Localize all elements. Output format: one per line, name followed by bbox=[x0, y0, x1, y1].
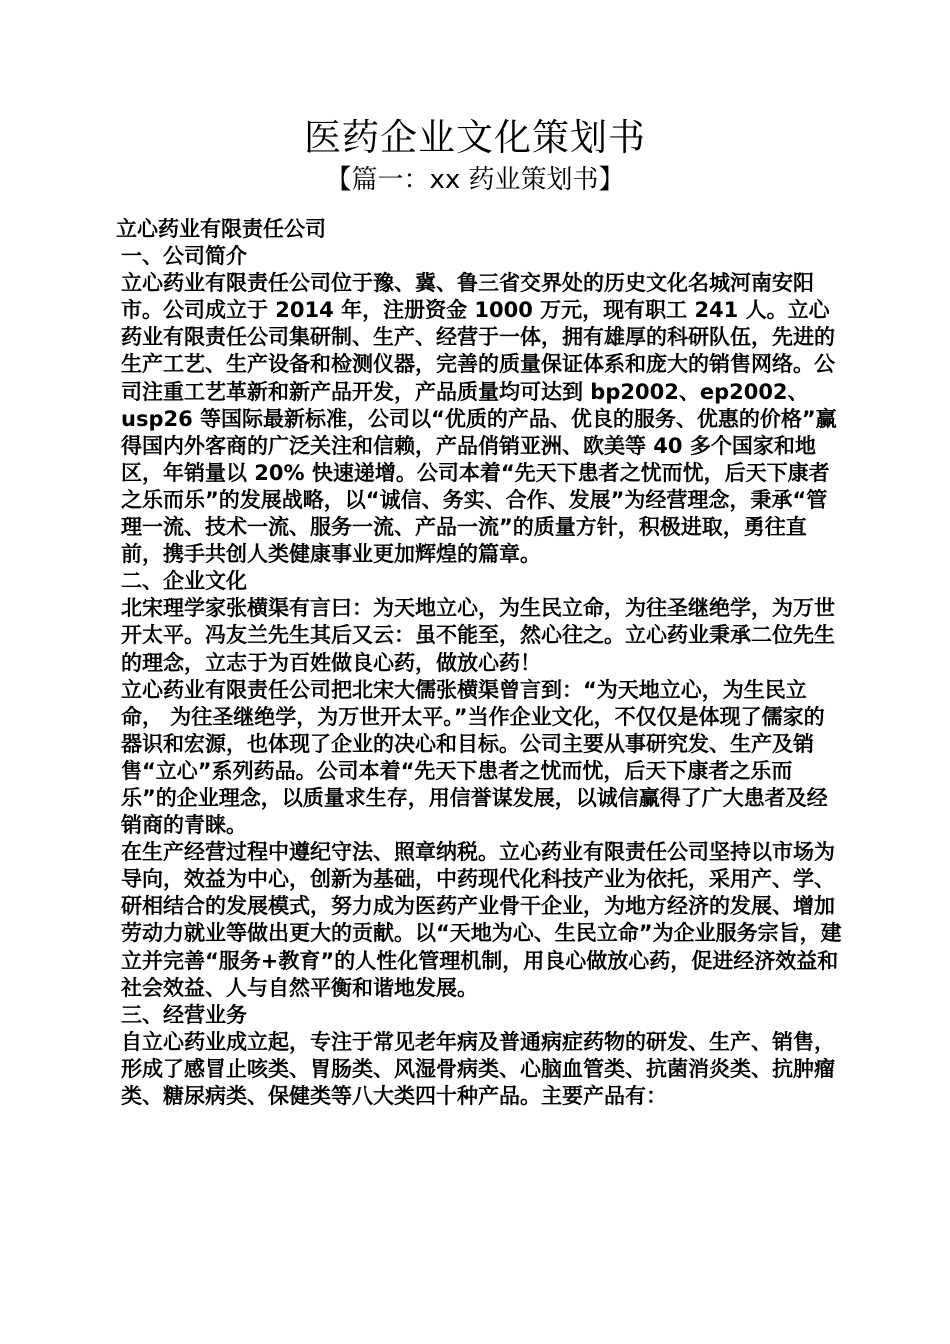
company-name: 立心药业有限责任公司 bbox=[116, 217, 326, 241]
section-heading-business: 三、经营业务 bbox=[121, 1002, 247, 1027]
document-title: 医药企业文化策划书 bbox=[304, 116, 646, 159]
section-heading-intro: 一、公司简介 bbox=[121, 244, 247, 269]
document-subtitle: 【篇一：xx 药业策划书】 bbox=[325, 165, 625, 195]
paragraph-culture-3: 在生产经营过程中遵纪守法、照章纳税。立心药业有限责任公司坚持以市场为导向，效益为中心，创新为基础，中药现代化科技产业为依托，采用产、学、研相结合的发展模式，努力成为医药产业骨干企业，为地方经济的发展、增加劳动力就业等做出更大的贡献。以“天地为心、生民立命”为企业服务宗旨，建立并完善“服务+教育”的人性化管理机制，用良心做放心药，促进经济效益和社会效益、人与自然平衡和谐地发展。 bbox=[121, 840, 842, 1000]
paragraph-culture-2: 立心药业有限责任公司把北宋大儒张横渠曾言到：“为天地立心，为生民立命， 为往圣继绝学，为万世开太平。”当作企业文化，不仅仅是体现了儒家的器识和宏源，也体现了企业的决心和目标。公司主要从事研究发、生产及销售“立心”系列药品。公司本着“先天下患者之忧而忧，后天下康者之乐而乐”的企业理念，以质量求生存，用信誉谋发展，以诚信赢得了广大患者及经销商的青睐。 bbox=[121, 677, 828, 838]
paragraph-business: 自立心药业成立起，专注于常见老年病及普通病症药物的研发、生产、销售，形成了感冒止咳类、胃肠类、风湿骨病类、心脑血管类、抗菌消炎类、抗肿瘤类、糖尿病类、保健类等八大类四十种产品。主要产品有： bbox=[121, 1029, 835, 1108]
section-heading-culture: 二、企业文化 bbox=[121, 569, 247, 594]
document-body bbox=[116, 216, 842, 1110]
paragraph-culture-1: 北宋理学家张横渠有言曰：为天地立心，为生民立命，为往圣继绝学，为万世开太平。冯友兰先生其后又云：虽不能至，然心往之。立心药业秉承二位先生的理念，立志于为百姓做良心药，做放心药！ bbox=[121, 596, 835, 675]
paragraph-intro: 立心药业有限责任公司位于豫、冀、鲁三省交界处的历史文化名城河南安阳市。公司成立于 2014 年，注册资金 1000 万元，现有职工 241 人。立心药业有限责任公司集研制、生产、经营于一体，拥有雄厚的科研队伍，先进的生产工艺、生产设备和检测仪器，完善的质量保证体系和庞大的销售网络。公司注重工艺革新和新产品开发，产品质量均可达到 bp2002、ep2002、usp26 等国际最新标准，公司以“优质的产品、优良的服务、优惠的价格”赢得国内外客商的广泛关注和信赖，产品俏销亚洲、欧美等 40 多个国家和地区，年销量以 20% 快速递增。公司本着“先天下患者之忧而忧，后天下康者之乐而乐”的发展战略，以“诚信、务实、合作、发展”为经营理念，秉承“管理一流、技术一流、服务一流、产品一流”的质量方针，积极进取，勇往直前，携手共创人类健康事业更加辉煌的篇章。 bbox=[121, 271, 837, 567]
